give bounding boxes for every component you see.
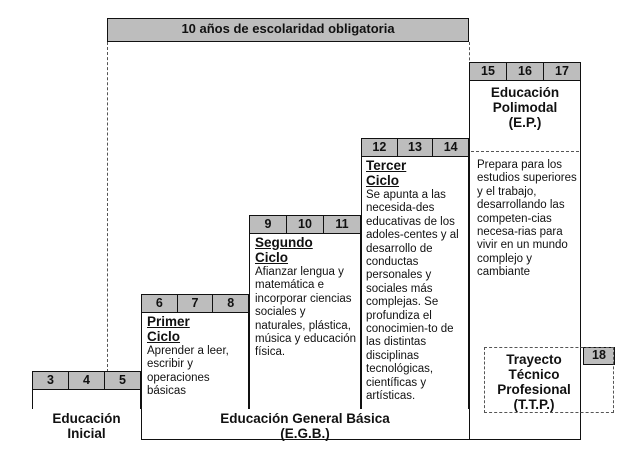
header-title: 10 años de escolaridad obligatoria [181, 21, 395, 36]
age-7: 7 [178, 295, 214, 312]
age-16: 16 [507, 63, 544, 80]
age-3: 3 [33, 372, 69, 389]
age-13: 13 [398, 139, 434, 156]
ttp-title: Trayecto Técnico Profesional (T.T.P.) [497, 352, 571, 412]
age-5: 5 [119, 373, 126, 387]
inicial-box [32, 390, 141, 409]
age-10: 10 [287, 216, 324, 233]
polimodal-divider [471, 151, 579, 152]
primer-ciclo-ages [141, 294, 249, 313]
primer-ciclo-title: Primer Ciclo [147, 314, 190, 344]
tercer-ciclo-box [361, 157, 469, 409]
age-11: 11 [335, 217, 349, 231]
age-17: 17 [555, 64, 569, 78]
primer-ciclo-box [141, 313, 249, 409]
egb-label: Educación General Básica (E.G.B.) [220, 411, 390, 441]
age-6: 6 [142, 295, 178, 312]
age-4: 4 [69, 372, 105, 389]
header-left-dashed-line [107, 42, 108, 372]
segundo-ciclo-ages [249, 215, 361, 234]
age-15: 15 [470, 63, 507, 80]
tercer-ciclo-desc: Se apunta a las necesida-des educativas de los adoles-centes y al desarrollo de conductas personales y sociales más complejas. Se profundiza el conocimien-to de las distintas disciplinas tecnológicas, científicas y artísticas. [366, 189, 459, 403]
age-18: 18 [592, 348, 606, 362]
polimodal-title: Educación Polimodal (E.P.) [490, 85, 560, 130]
tercer-ciclo-title: Tercer Ciclo [366, 158, 407, 188]
age-8: 8 [227, 296, 235, 310]
age-9: 9 [250, 216, 287, 233]
tercer-ciclo-ages [361, 138, 469, 157]
segundo-ciclo-title: Segundo Ciclo [255, 235, 313, 265]
segundo-ciclo-box [249, 234, 361, 409]
inicial-ages [32, 371, 141, 390]
inicial-label: Educación Inicial [52, 411, 121, 441]
polimodal-desc: Prepara para los estudios superiores y el trabajo, desarrollando las competen-cias necesa-rias para vivir en un mundo complejo y cambiante [477, 159, 577, 279]
age-12: 12 [362, 139, 398, 156]
primer-ciclo-desc: Aprender a leer, escribir y operaciones básicas [147, 345, 229, 398]
segundo-ciclo-desc: Afianzar lengua y matemática e incorporar ciencias sociales y naturales, plástica, música y educación física. [255, 266, 356, 359]
polimodal-ages [469, 62, 581, 81]
age-14: 14 [443, 140, 458, 154]
